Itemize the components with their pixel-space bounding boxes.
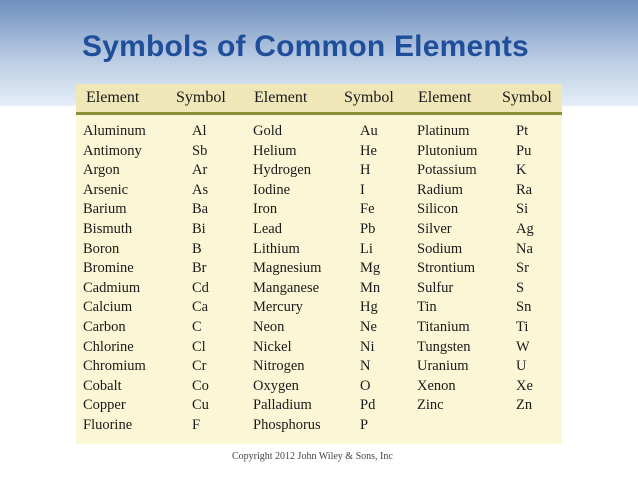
element-symbol: Pb <box>360 221 376 237</box>
element-name: Cobalt <box>83 377 122 394</box>
element-name: Antimony <box>83 142 142 159</box>
element-symbol: K <box>516 162 527 179</box>
element-name: Magnesium <box>253 260 322 277</box>
element-symbol: Cu <box>192 397 209 414</box>
element-name: Fluorine <box>83 417 133 433</box>
header-element-3: Element <box>418 89 472 106</box>
element-symbol: B <box>192 240 202 257</box>
header-element-2: Element <box>254 89 308 106</box>
element-name: Boron <box>83 240 120 257</box>
element-name: Radium <box>417 181 463 198</box>
element-symbol: H <box>360 162 371 179</box>
element-symbol: Mn <box>360 279 381 296</box>
element-name: Iodine <box>253 181 291 198</box>
element-symbol: Sn <box>516 299 532 316</box>
header-symbol-2: Symbol <box>344 89 394 106</box>
element-symbol: N <box>360 358 371 375</box>
element-symbol: Ca <box>192 299 209 316</box>
header-divider <box>76 112 562 115</box>
element-name: Platinum <box>417 123 470 139</box>
header-symbol-3: Symbol <box>502 89 552 106</box>
element-symbol: Al <box>192 123 207 139</box>
header-element-1: Element <box>86 89 140 106</box>
element-symbol: Ar <box>192 162 208 179</box>
element-symbol: Xe <box>516 377 533 394</box>
element-symbol: Ti <box>516 319 529 335</box>
element-name: Iron <box>253 201 278 218</box>
element-name: Chlorine <box>83 338 134 355</box>
element-name: Strontium <box>417 260 476 277</box>
element-name: Gold <box>253 123 282 139</box>
element-name: Sodium <box>417 240 463 257</box>
element-name: Helium <box>253 142 297 159</box>
element-symbol: S <box>516 279 525 296</box>
element-name: Tin <box>417 299 437 316</box>
element-name: Aluminum <box>83 123 146 139</box>
element-name: Lead <box>253 221 282 237</box>
table-header-row <box>76 84 562 112</box>
element-symbol: Fe <box>360 201 375 218</box>
element-symbol: F <box>192 417 201 433</box>
element-symbol: As <box>192 181 209 198</box>
element-name: Uranium <box>417 358 469 375</box>
element-symbol: Au <box>360 123 378 139</box>
element-symbol: He <box>360 142 377 159</box>
element-name: Sulfur <box>417 279 454 296</box>
element-name: Copper <box>83 397 126 414</box>
element-symbol: Ba <box>192 201 209 218</box>
element-symbol: Cd <box>192 279 209 296</box>
element-name: Barium <box>83 201 127 218</box>
element-symbol: Pt <box>516 123 529 139</box>
element-symbol: Li <box>360 240 373 257</box>
element-name: Silicon <box>417 201 459 218</box>
element-name: Nitrogen <box>253 358 305 375</box>
element-name: Tungsten <box>417 338 471 355</box>
copyright-notice: Copyright 2012 John Wiley & Sons, Inc <box>232 451 393 462</box>
element-name: Xenon <box>417 377 456 394</box>
element-symbol: C <box>192 319 202 335</box>
element-name: Titanium <box>417 319 470 335</box>
element-symbol: Ni <box>360 338 375 355</box>
element-symbol: O <box>360 377 371 394</box>
element-symbol: P <box>360 417 369 433</box>
element-name: Bromine <box>83 260 134 277</box>
element-symbol: Br <box>192 260 207 277</box>
element-name: Zinc <box>417 397 444 414</box>
element-symbol: Ra <box>516 181 533 198</box>
element-name: Palladium <box>253 397 312 414</box>
element-name: Mercury <box>253 299 303 316</box>
element-name: Plutonium <box>417 142 478 159</box>
elements-table <box>76 84 562 444</box>
element-name: Oxygen <box>253 377 299 394</box>
element-symbol: Ag <box>516 221 534 237</box>
element-name: Potassium <box>417 162 477 179</box>
page-title: Symbols of Common Elements <box>82 30 529 63</box>
element-name: Phosphorus <box>253 417 321 433</box>
element-name: Silver <box>417 221 452 237</box>
element-symbol: Sr <box>516 260 529 277</box>
element-name: Argon <box>83 162 120 179</box>
element-symbol: Co <box>192 377 209 394</box>
element-name: Lithium <box>253 240 300 257</box>
element-symbol: Zn <box>516 397 533 414</box>
element-symbol: I <box>360 181 365 198</box>
element-symbol: Hg <box>360 299 378 316</box>
element-symbol: U <box>516 358 527 375</box>
element-name: Calcium <box>83 299 133 316</box>
element-symbol: Si <box>516 201 529 218</box>
element-symbol: Pu <box>516 142 532 159</box>
element-symbol: Na <box>516 240 533 257</box>
element-symbol: Ne <box>360 319 377 335</box>
element-symbol: Cl <box>192 338 206 355</box>
element-symbol: W <box>516 338 530 355</box>
element-name: Cadmium <box>83 279 141 296</box>
element-symbol: Sb <box>192 142 208 159</box>
element-symbol: Cr <box>192 358 207 375</box>
header-symbol-1: Symbol <box>176 89 226 106</box>
element-name: Carbon <box>83 319 126 335</box>
element-symbol: Mg <box>360 260 381 277</box>
element-name: Chromium <box>83 358 146 375</box>
element-name: Manganese <box>253 279 320 296</box>
element-name: Bismuth <box>83 221 133 237</box>
element-symbol: Pd <box>360 397 376 414</box>
element-name: Arsenic <box>83 181 129 198</box>
element-name: Hydrogen <box>253 162 311 179</box>
element-name: Nickel <box>253 338 292 355</box>
element-symbol: Bi <box>192 221 206 237</box>
element-name: Neon <box>253 319 285 335</box>
